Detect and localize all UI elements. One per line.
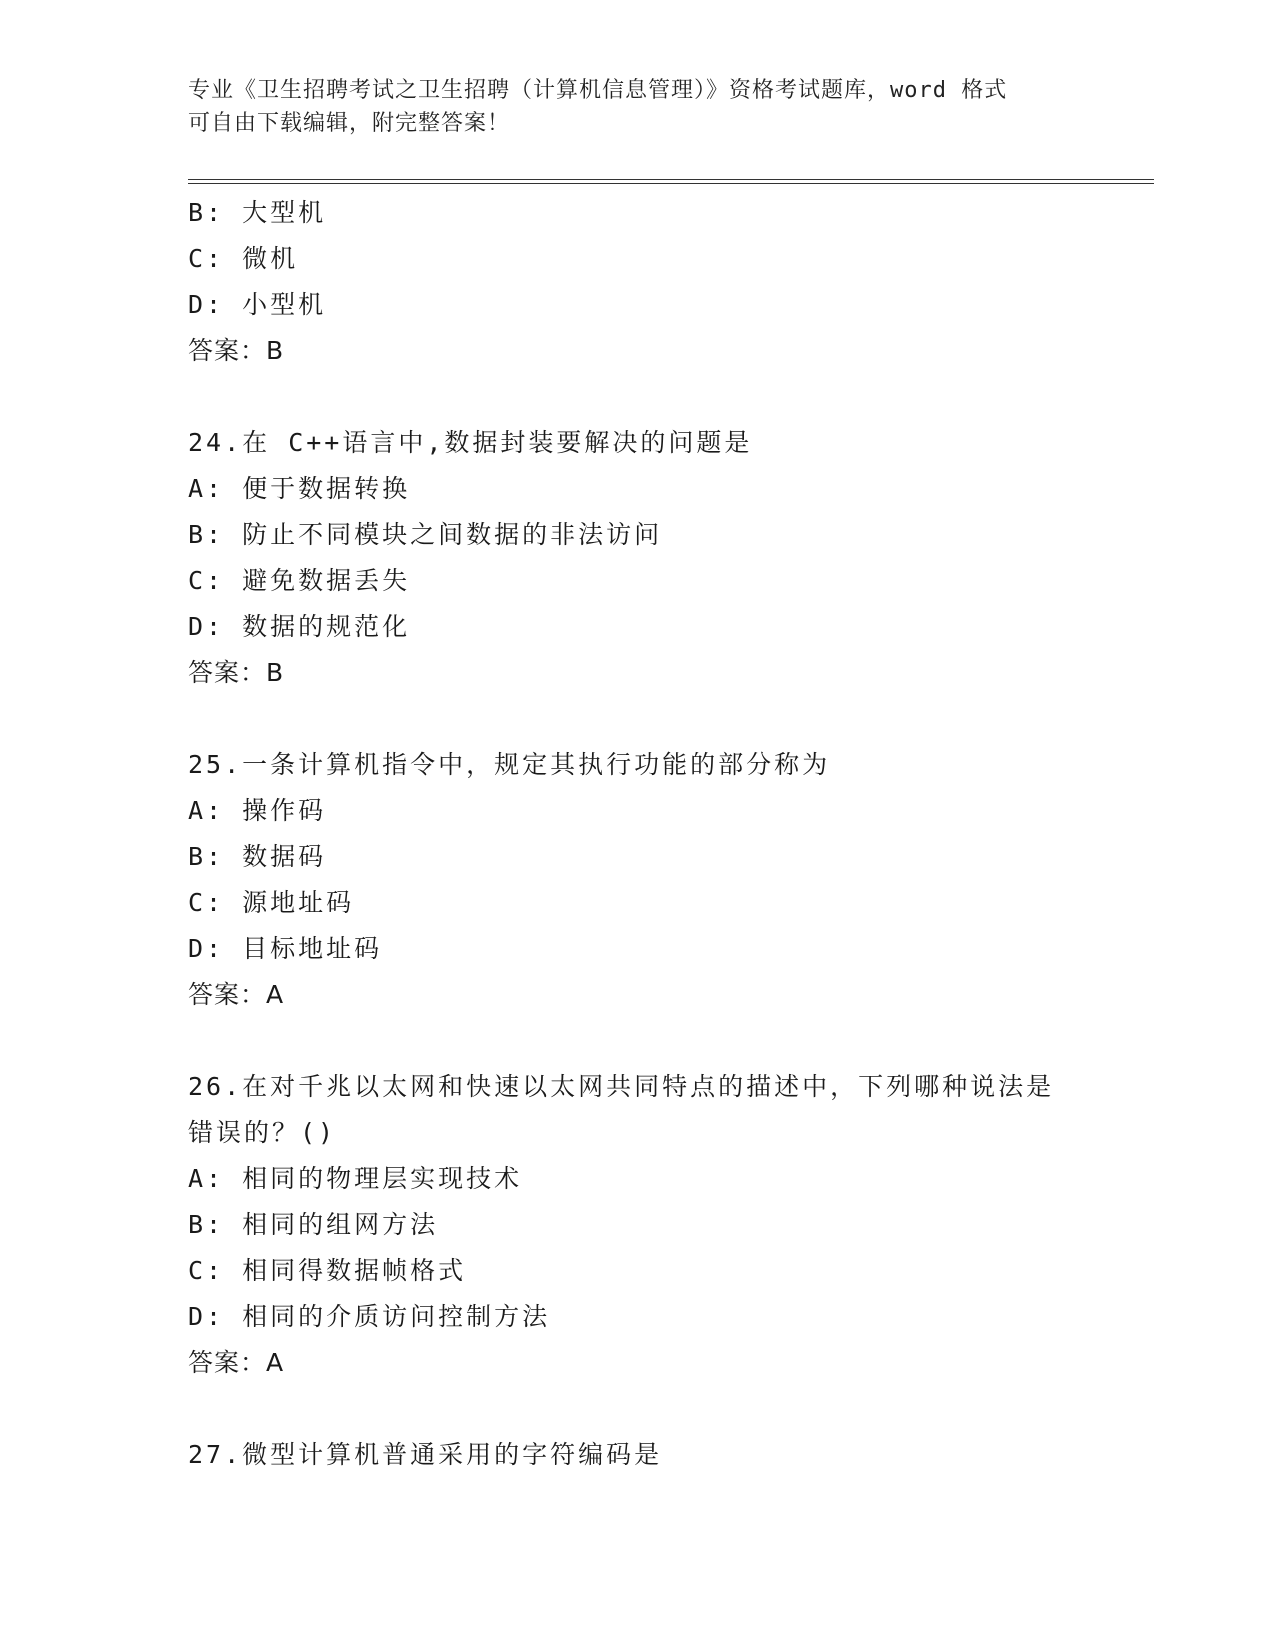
question-27 <box>188 1432 1148 1478</box>
question-list <box>188 190 1148 1478</box>
question-stem: 24.在 C++语言中,数据封装要解决的问题是 <box>188 428 753 457</box>
answer-line: 答案：B <box>188 658 285 687</box>
option-c: C: 微机 <box>188 244 299 273</box>
option-c: C: 相同得数据帧格式 <box>188 1256 467 1285</box>
answer-line: 答案：A <box>188 980 285 1009</box>
answer-line: 答案：A <box>188 1348 285 1377</box>
option-d: D: 相同的介质访问控制方法 <box>188 1302 551 1331</box>
spacer <box>188 1386 1148 1432</box>
header-line-2: 可自由下载编辑，附完整答案！ <box>188 111 511 136</box>
option-b: B: 数据码 <box>188 842 327 871</box>
spacer <box>188 1018 1148 1064</box>
header-divider-top <box>188 179 1154 180</box>
question-carryover <box>188 190 1148 374</box>
option-c: C: 源地址码 <box>188 888 355 917</box>
question-24 <box>188 420 1148 696</box>
option-d: D: 数据的规范化 <box>188 612 411 641</box>
option-b: B: 相同的组网方法 <box>188 1210 439 1239</box>
option-d: D: 目标地址码 <box>188 934 383 963</box>
spacer <box>188 696 1148 742</box>
question-stem: 27.微型计算机普通采用的字符编码是 <box>188 1440 663 1469</box>
question-25 <box>188 742 1148 1018</box>
option-c: C: 避免数据丢失 <box>188 566 411 595</box>
header-line-1: 专业《卫生招聘考试之卫生招聘（计算机信息管理）》资格考试题库，word 格式 <box>188 78 1008 103</box>
option-a: A: 相同的物理层实现技术 <box>188 1164 523 1193</box>
option-a: A: 操作码 <box>188 796 327 825</box>
question-stem-continued: 错误的？() <box>188 1118 337 1147</box>
spacer <box>188 374 1148 420</box>
question-stem: 26.在对千兆以太网和快速以太网共同特点的描述中，下列哪种说法是 <box>188 1072 1055 1101</box>
option-d: D: 小型机 <box>188 290 327 319</box>
question-26 <box>188 1064 1148 1386</box>
document-header <box>188 74 1068 140</box>
question-stem: 25.一条计算机指令中，规定其执行功能的部分称为 <box>188 750 831 779</box>
option-b: B: 大型机 <box>188 198 327 227</box>
option-a: A: 便于数据转换 <box>188 474 411 503</box>
option-b: B: 防止不同模块之间数据的非法访问 <box>188 520 663 549</box>
answer-line: 答案：B <box>188 336 285 365</box>
header-divider-bottom <box>188 183 1154 184</box>
